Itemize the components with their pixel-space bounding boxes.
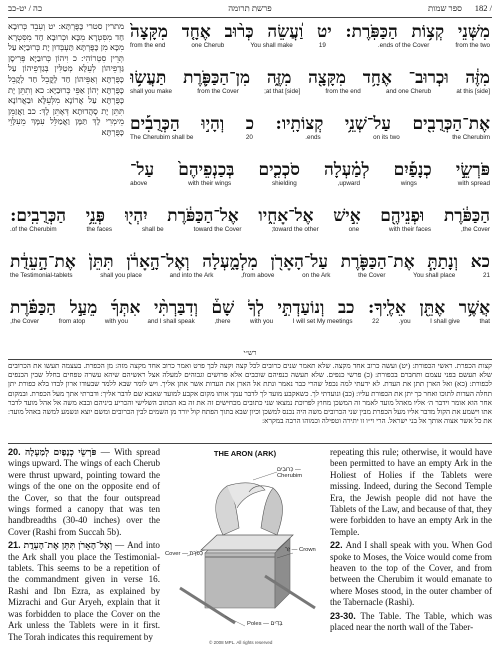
gloss-word: 21 [482,272,490,279]
hebrew-word: וּכְרוּב־ [408,68,449,88]
hebrew-word: קְצוֹתָֽיו: [275,114,324,134]
hebrew-word: אֶל־אָחִ֑יו [258,206,314,226]
commentary-text: The Table. The Table, which was placed near the north wall of the Taber- [330,610,492,633]
hebrew-word: אֶחָ֥ד [362,68,392,88]
gloss-word: at that [side]; [264,88,301,95]
gloss-word: toward the Cover [193,226,242,233]
hebrew-word: אִ֣ישׁ [333,206,361,226]
hebrew-word: הַכְּרֻבִ֡ים [130,114,180,134]
gloss-word: with their wings [188,180,232,187]
verse-line [128,160,492,190]
verse-number: 21. [8,540,21,551]
hebrew-quote: פֹּרְשֵׂי כְנָפַיִם לְמַעְלָה [24,447,97,457]
gloss-word: of the Cherubim. [10,226,57,233]
gloss-word: I shall give [430,318,460,325]
gloss-word: ends. [305,134,321,141]
gloss-word: with spread [457,180,490,187]
hebrew-word: מֵעַ֣ל [69,298,98,318]
label-poles: Poles — בַּדִּים [247,621,283,627]
cherub-right [261,488,283,535]
verse-line [8,298,492,328]
hebrew-word: כב [337,298,355,318]
hebrew-word: וְדִבַּרְתִּ֨י [154,298,198,318]
ark-illustration [165,447,325,647]
hebrew-word: הַכַּפֹּ֔רֶת [443,206,490,226]
label-crown: זֵר — Crown [285,547,316,553]
onkelos-targum: מתרין סטרי כָּפֻּרְתָּא: יט וְעִבֵד כְּרוּבָא חַד מִסִּטְרָא מִכָּא וּכְרוּבָא חַד מִסִּטְרָא מִכָּא מִן כָּפֻּרְתָּא תַּעְבְּדוּן יָת כְּרוּבַיָּא עַל תְּרֵין סִטְרוֹהִי: כ וִיהוֹן כְּרוּבַיָּא פְּרִיסָן גַּדְפֵיהוֹן לְעֵלָּא מְטַלִּין בְּגַדְפֵיהוֹן עַל כָּפֻּרְתָּא וְאַפֵּיהוֹן חַד לָקֳבֵל חַד לָקֳבֵל כָּפֻּרְתָּא יְהוֹן אַפֵּי כְּרוּבַיָּא: כא וְתִתֵּן יָת כָּפֻּרְתָּא עַל אֲרוֹנָא מִלְּעֵלָּא וּבַאֲרוֹנָא תִּתֵּן יָת סָהֲדוּתָא דְּאֶתֵּן לָךְ: כב וַאֲזַמֵּן מֵימְרִי לָךְ תַּמָּן וַאֲמַלֵּל עִמָּךְ מֵעִלָּוֵי כָּפֻּרְתָּא [8,22,124,137]
hebrew-word: בְּכַנְפֵיהֶם֙ [178,160,235,180]
commentary-text: repeating this rule; otherwise, it would have been permitted to have an empty Ark in the Holiest of Holies if the Tablets were missing. Indeed, during the Second Temple Era, the Jewish people did not have the Tablets of the Law, and because of that, they were forbidden to have an empty Ark in the Temple. [330,447,492,537]
hebrew-word: מִזֶּ֔ה [465,68,490,88]
ark-cover [201,535,293,550]
book-title: ספר שמות [427,3,462,13]
gloss-word: the faces [86,226,113,233]
hebrew-word: אֶת־הַכַּפֹּ֛רֶת [340,252,415,272]
verse-number: 22. [330,540,343,551]
commentary-text: — With spread wings upward. The wings of each Cherub were thrust upward, pointing toward the wings of the one on the opposite end of the Cover, so that the four outspread wings formed a canopy that was ten handbreadths (30-40 inches) over the Cover (Rashi from Succah 5b). [8,447,160,537]
gloss-word: toward the other; [271,226,319,233]
rashi-heading: רש״י [243,349,257,357]
gloss-word: You shall place [413,272,456,279]
hebrew-word: מִשְּׁנֵי [457,22,490,42]
gloss-word: on its two [373,134,400,141]
parsha-title: פרשת תרומה [228,3,272,13]
hebrew-word: עַל־שְׁנֵ֥י [344,114,391,134]
commentary-right-column [330,447,492,636]
hebrew-word: מִזֶּ֑ה [266,68,292,88]
gloss-word: upward, [337,180,361,187]
commentary-divider [8,443,492,444]
label-cover: Cover — כַּפֹּרֶת [165,551,203,557]
commentary-text: — And into the Ark shall you place the Testimonial-tablets. This seems to be a repetition of the commandment given in verse 16. Rashi and Ibn Ezra, as explained by Mizrachi and Gur Aryeh, explain that it was forbidden to place the Cover on the Ark unless the Tablets were in it first. The Torah indicates this requirement by [8,540,160,642]
verse-line [8,252,492,282]
gloss-word: from the end [325,88,361,95]
gloss-word: from atop [58,318,86,325]
gloss-word: from the end [130,42,166,49]
verse-line [8,206,492,236]
hebrew-word: וְנָתַתָּ֧ [427,252,458,272]
hebrew-word: כ [245,114,255,134]
page-number: 182 / [474,3,492,13]
gloss-word: that [479,318,490,325]
hebrew-word: הַכְּרֻבִֽים: [10,206,67,226]
gloss-word: You shall make [250,42,293,49]
gloss-word: I will set My meetings [292,318,353,325]
hebrew-word: לְךָ֮ [247,298,264,318]
gloss-word: wings [400,180,417,187]
gloss-word: with you [250,318,274,325]
gloss-word: 19 [318,42,326,49]
gloss-word: shall you place [100,272,142,279]
hebrew-word: תִּתֵּן֙ [88,252,114,272]
verse-number: 23-30. [330,610,356,621]
gloss-word: with their faces [389,226,432,233]
hebrew-word: מִן־הַכַּפֹּ֛רֶת [183,68,251,88]
gloss-word: shielding [271,180,297,187]
ark-front [205,553,275,608]
gloss-word: from the Cover [197,88,239,95]
gloss-word: the Testimonial-tablets [10,272,73,279]
gloss-word: 22 [372,318,380,325]
hebrew-word: אֶת־הָ֣עֵדֻ֔ת [10,252,76,272]
gloss-word: above [130,180,148,187]
gloss-word: and into the Ark [169,272,214,279]
hebrew-word: אֶתֵּ֖ן [419,298,446,318]
chapter-verse-reference: כה / יט-כב [8,3,43,13]
hebrew-word: מִקָּצָה֙ [130,22,168,42]
hebrew-word: עַל־ [130,160,155,180]
hebrew-word: יִהְי֖וּ [124,206,148,226]
gloss-word: shall you make [130,88,173,95]
hebrew-word: יט [316,22,332,42]
commentary-left-column [8,447,160,645]
gloss-word: one [348,226,360,233]
gloss-word: ends of the Cover. [377,42,430,49]
hebrew-word: אֶחָ֤ד [181,22,211,42]
verse-line [128,68,492,98]
commentary-text: And I shall speak with you. When God spoke to Moses, the Voice would come from heaven to the top of the Cover, and from between the Cherubim it would emanate to where Moses stood, in the outer chamber of the Tabernacle (Rashi). [330,540,492,608]
label-cherubim: כְּרוּבִים — Cherubim [277,467,303,479]
figure-copyright: © 2008 MPL. All rights reserved [209,640,273,645]
gloss-word: from above, [241,272,275,279]
verse-line [128,114,492,144]
hebrew-word: אֲשֶׁ֥ר [458,298,490,318]
gloss-word: and one Cherub [386,88,432,95]
page-header [8,3,492,17]
hebrew-word: הַכַּפֹּ֗רֶת [10,298,57,318]
hebrew-word: אִתְּךָ֜ [110,298,141,318]
header-divider [8,17,492,18]
gloss-word: the Cover [358,272,386,279]
hebrew-word: אֶת־הַכְּרֻבִ֖ים [412,114,490,134]
hebrew-word: קְצ֥וֹת [411,22,445,42]
verse-line [128,22,492,52]
commentary-paragraph [8,540,160,643]
hebrew-word: כְנָפַ֡יִם [393,160,432,180]
gloss-word: 20 [245,134,253,141]
commentary-paragraph [8,447,160,538]
rashi-commentary: קצות הכפרת. ראשי הכפורת: (יט) ועשה כרוב אחד מקצה. שלא תאמר שנים כרובים לכל קצה וקצה לכך פרט ואמר כרוב אחד מקצה מזה: מן הכפרת. בעצמה תעשו את הכרובים שלא תעשם בפני עצמם ותחברם בכפורת: (כ) פרשי כנפים. שלא תעשה כנפיהם שוכבים אלא פרושים וגבוהים למעלה אצל ראשיהם שיהא עשרה טפחים בחלל שבין הכנפים לכפורת: (כא) ואל הארן תתן את העדת. לא ידעתי למה נכפל שהרי כבר נאמר ונתת אל הארן את העדות אשר אתן אליך. ויש לומר שבא ללמד שבעודו ארון לבדו בלא כפורת יתן תחלה העדות לתוכו ואחר כך יתן את הכפורת עליו: (כב) ונועדתי לך. כשאקבע מועד לך לדבר עמך אותו מקום אקבע למועד שאבא שם לדבר אליך: ודברתי אתך מעל הכפרת. ובמקום אחר הוא אומר וידבר ה׳ אליו מאהל מועד לאמר זה המשכן מחוץ לפרוכת נמצאו שני כתובים מכחישים זה את זה בא הכתוב השלישי והכריע ביניהם ובבא משה אל אהל מועד לדבר אתו וישמע את הקול מדבר אליו מעל הכפרת מבין שני הכרובים משה היה נכנס למשכן וכיון שבא בתוך הפתח קול יורד מן השמים לבין הכרובים ומשם יוצא ונשמע למשה באהל מועד: את כל אשר אצוה אותך אל בני ישראל. הרי וי״ו זו יתירה וטפילה וכמוהו הרבה במקרא: [8,362,492,426]
hebrew-word: סֹכְכִ֤ים [258,160,300,180]
hebrew-word: הַכַּפֹּֽרֶת: [345,22,398,42]
hebrew-word: פֹּרְשֵׂ֣י [455,160,490,180]
hebrew-word: וּפְנֵיהֶ֖ם [380,206,425,226]
hebrew-word: שָׁם֒ [211,298,235,318]
hebrew-word: עַל־הָאָרֹ֖ן [270,252,328,272]
gloss-word: The Cherubim shall be [130,134,194,141]
hebrew-word: מִלְמָ֑עְלָה [202,252,258,272]
hebrew-word: מִקָּצָ֖ה [308,68,347,88]
gloss-word: the Cover, [10,318,40,325]
gloss-word: on the Ark [302,272,331,279]
gloss-word: the Cherubim [452,134,490,141]
gloss-word: with you [104,318,128,325]
gloss-word: from the two [455,42,490,49]
gloss-word: shall be [141,226,164,233]
commentary-paragraph [330,611,492,634]
rashi-divider [8,359,492,360]
gloss-word: at this [side] [456,88,490,95]
figure-title: THE ARON (ARK) [213,449,277,458]
verse-number: 20. [8,447,21,457]
hebrew-word: וַ֠עֲשֵׂה [267,22,304,42]
hebrew-word: כא [470,252,490,272]
hebrew-word: כְּר֨וּב [224,22,254,42]
hebrew-word: אֶל־הַכַּפֹּ֔רֶת [167,206,239,226]
commentary-paragraph [330,447,492,538]
hebrew-word: וְנוֹעַדְתִּ֣י [277,298,325,318]
hebrew-word: וְאֶל־הָ֣אָרֹ֔ן [126,252,190,272]
commentary-paragraph [330,540,492,608]
gloss-word: the Cover, [460,226,490,233]
hebrew-word: פְּנֵ֥י [85,206,105,226]
gloss-word: and I shall speak [147,318,195,325]
hebrew-word: וְהָי֣וּ [201,114,225,134]
gloss-word: there, [214,318,231,325]
hebrew-word: תַּעֲשׂ֥וּ [130,68,167,88]
hebrew-word: אֵלֶֽיךָ: [368,298,406,318]
gloss-word: one Cherub [191,42,225,49]
hebrew-quote: וְאֶל־הָאָרֹן תִּתֵּן אֶת־הָעֵדֻת [23,540,113,551]
gloss-word: you. [398,318,411,325]
hebrew-word: לְמַ֗עְלָה [324,160,370,180]
